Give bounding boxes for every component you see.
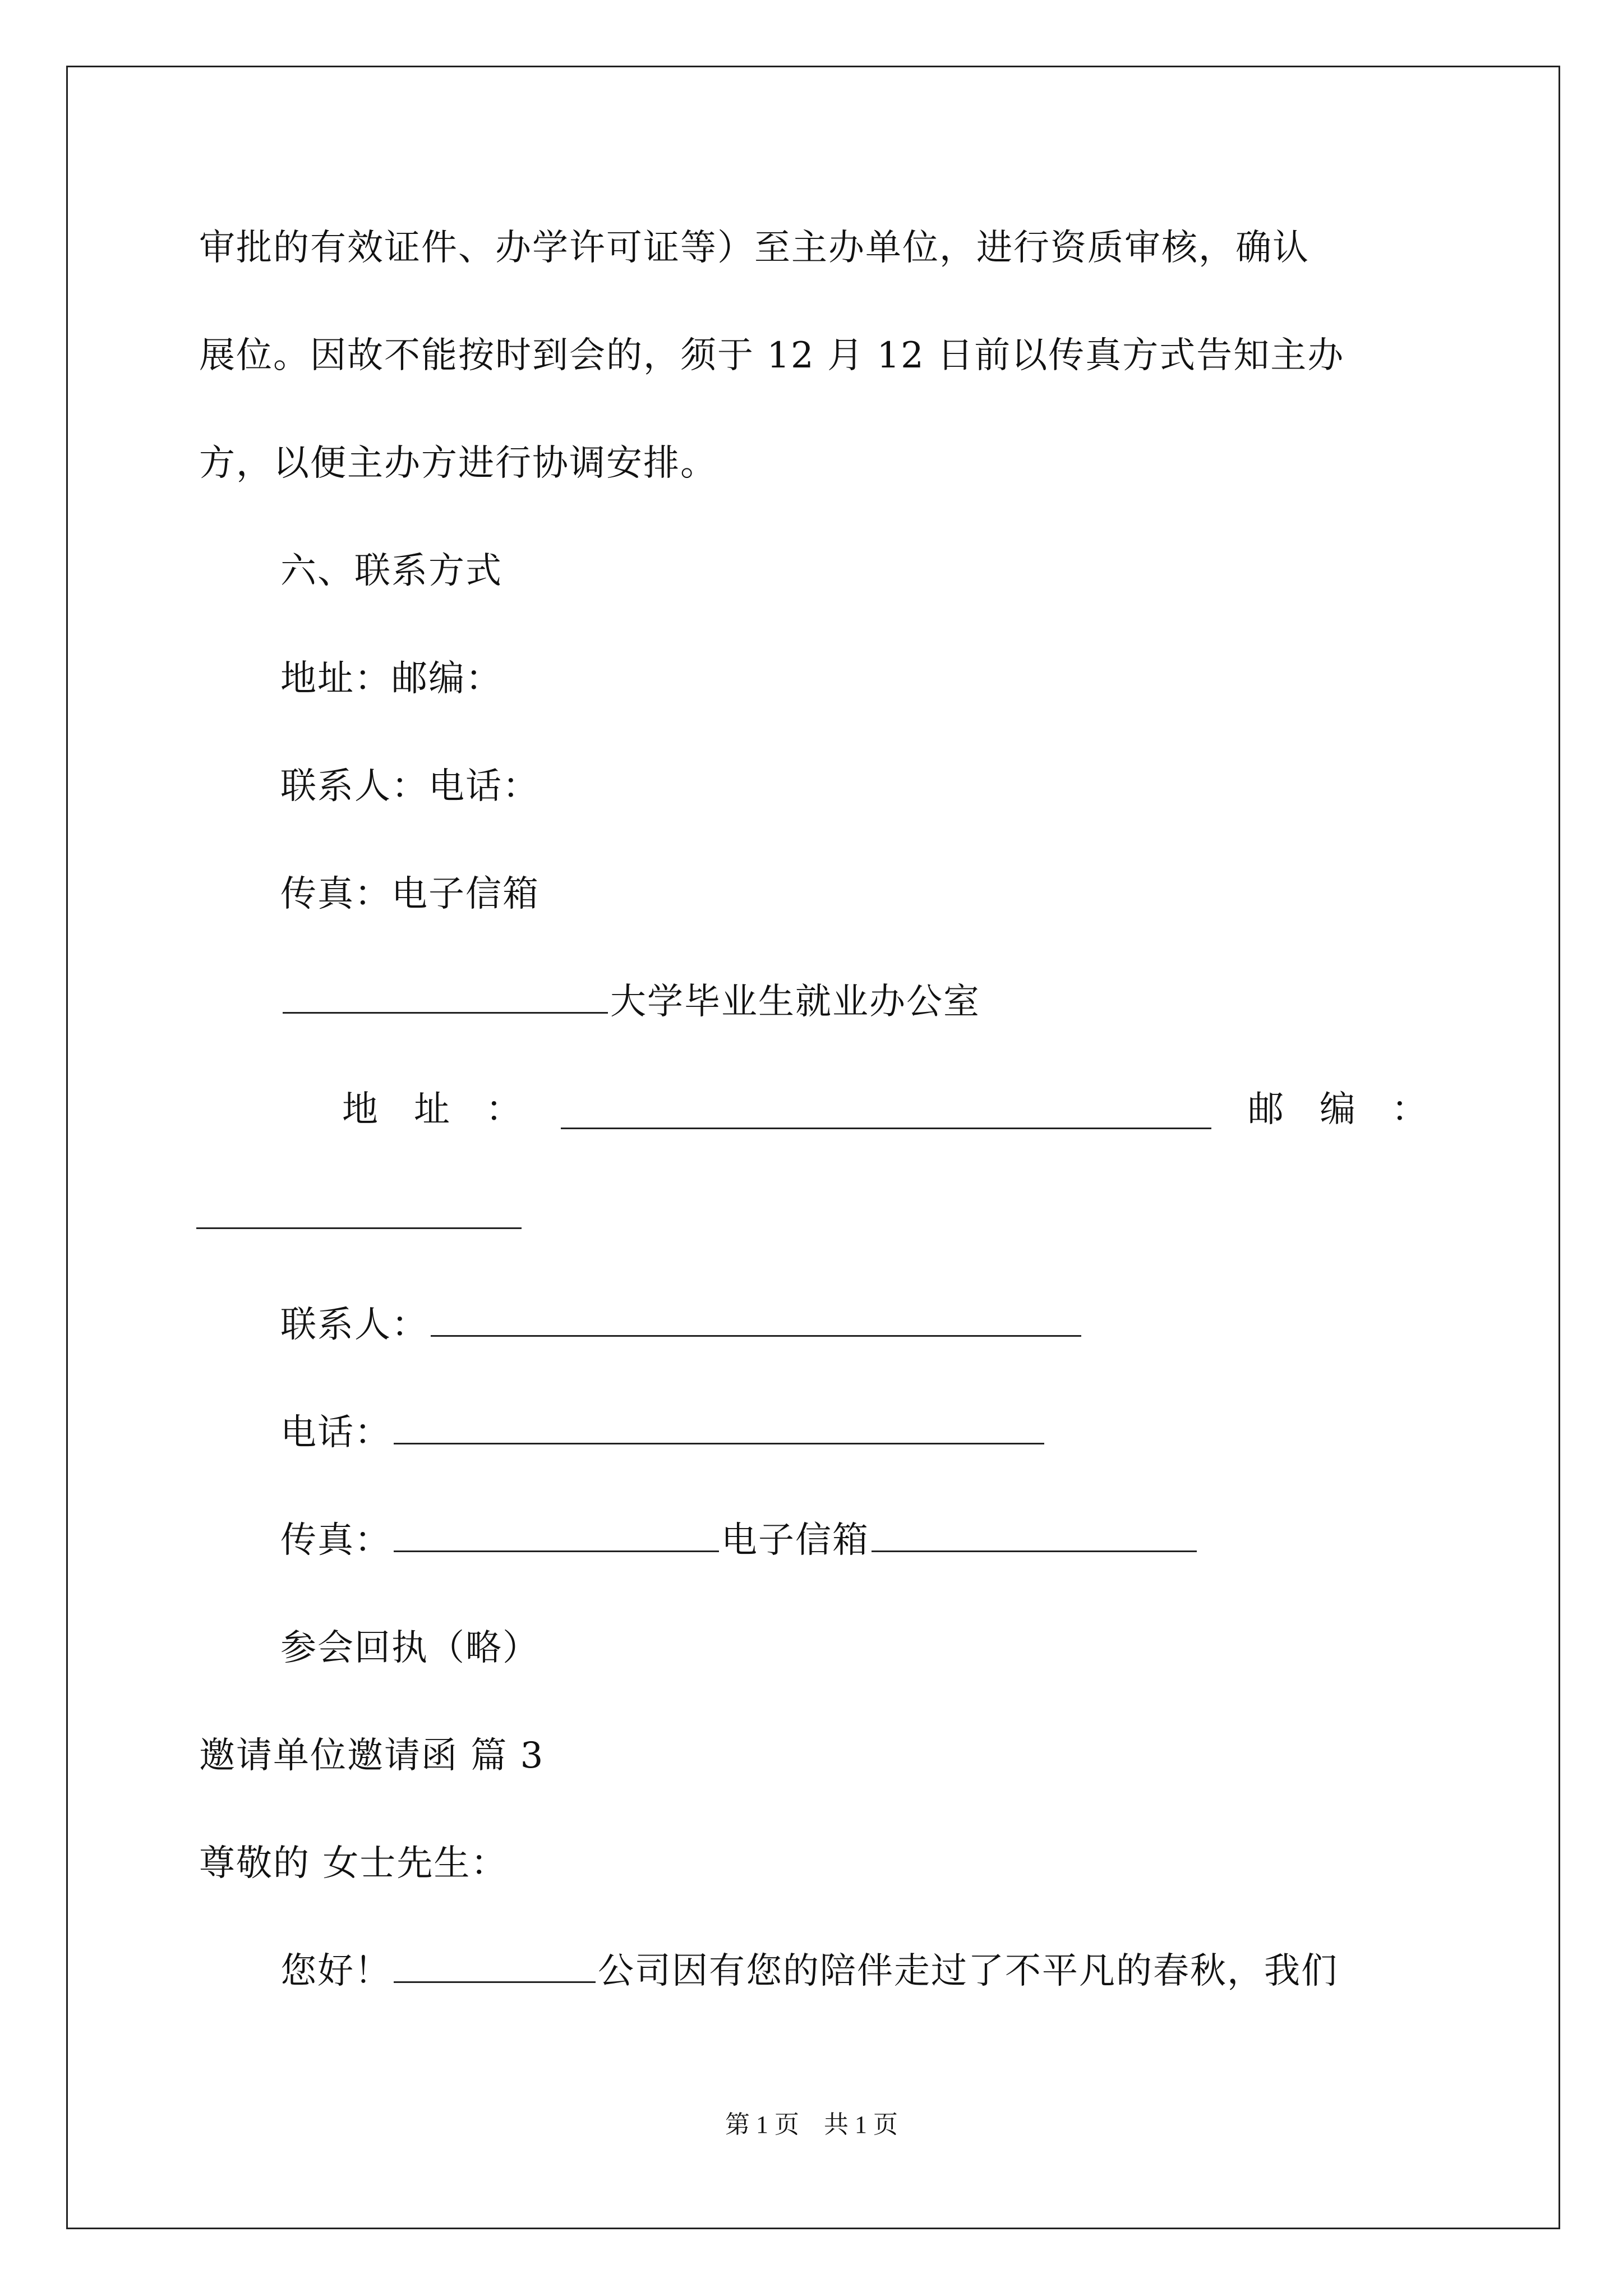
- fax-email-line: 传真：电子信箱: [280, 873, 540, 915]
- company-blank: [394, 1950, 596, 1983]
- office-line: [280, 979, 980, 1024]
- greeting-line: [280, 1949, 1338, 1994]
- email-label: 电子信箱: [721, 1520, 869, 1561]
- university-name-blank: [283, 981, 608, 1014]
- page-border: [66, 66, 1560, 2229]
- paragraph-line-1: 审批的有效证件、办学许可证等）至主办单位，进行资质审核，确认: [199, 227, 1310, 269]
- page-footer: 第 1 页 共 1 页: [725, 2111, 898, 2138]
- office-phone-line: [280, 1410, 1046, 1455]
- phone-blank: [394, 1411, 1044, 1444]
- postcode-label: 邮 编 ：: [1248, 1089, 1427, 1130]
- salutation: 尊敬的 女士先生：: [199, 1843, 508, 1884]
- contact-label: 联系人：: [280, 1304, 428, 1346]
- contact-blank: [431, 1304, 1081, 1337]
- address-blank: [561, 1096, 1211, 1129]
- paragraph-line-2: 展位。因故不能按时到会的，须于 12 月 12 日前以传真方式告知主办: [199, 335, 1345, 376]
- paragraph-line-3: 方，以便主办方进行协调安排。: [199, 443, 717, 484]
- office-contact-line: [280, 1303, 1083, 1347]
- address-label: 地 址 ：: [342, 1089, 522, 1130]
- section3-title: 邀请单位邀请函 篇 3: [199, 1735, 545, 1777]
- fax-label: 传真：: [280, 1520, 391, 1561]
- email-blank: [872, 1519, 1197, 1552]
- postcode-blank-line: [196, 1195, 522, 1240]
- receipt-line: 参会回执（略）: [280, 1627, 540, 1669]
- body-line: 公司因有您的陪伴走过了不平凡的春秋，我们: [598, 1950, 1338, 1992]
- office-fax-line: [280, 1518, 1199, 1563]
- office-name: 大学毕业生就业办公室: [610, 981, 980, 1023]
- greeting: 您好！: [280, 1950, 391, 1992]
- phone-label: 电话：: [280, 1412, 391, 1453]
- fax-blank: [394, 1519, 719, 1552]
- postcode-blank: [196, 1196, 522, 1229]
- contact-heading: 六、联系方式: [280, 550, 502, 592]
- contact-phone-line: 联系人：电话：: [280, 766, 540, 807]
- address-postcode-line: 地址：邮编：: [280, 658, 502, 700]
